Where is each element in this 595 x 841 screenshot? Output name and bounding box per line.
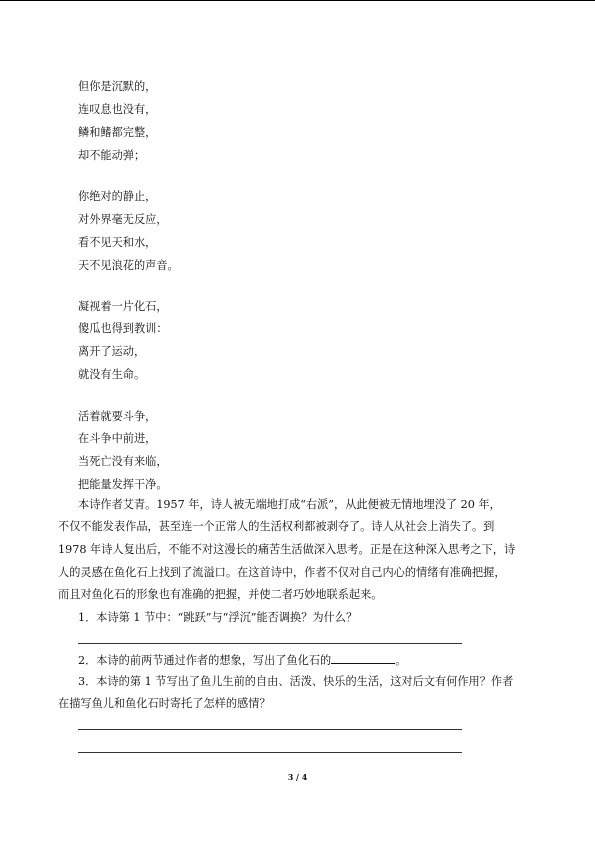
poem-line: 就没有生命。 xyxy=(78,368,146,381)
intro-paragraph-line: 1978 年诗人复出后，不能不对这漫长的痛苦生活做深入思考。正是在这种深入思考之下，诗 xyxy=(58,543,516,556)
poem-line: 当死亡没有来临， xyxy=(78,455,168,468)
question-2-text: 2．本诗的前两节通过作者的想象，写出了鱼化石的 xyxy=(78,654,332,667)
poem-line: 天不见浪花的声音。 xyxy=(78,259,179,272)
poem-line: 但你是沉默的， xyxy=(78,80,157,93)
poem-line: 鳞和鳍都完整， xyxy=(78,126,157,139)
poem-line: 看不见天和水， xyxy=(78,236,157,249)
question-3-line-1: 3．本诗的第 1 节写出了鱼儿生前的自由、活泼、快乐的生活，这对后文有何作用？作者 xyxy=(78,675,514,688)
intro-paragraph-line: 人的灵感在鱼化石上找到了流溢口。在这首诗中，作者不仅对自己内心的情绪有准确把握， xyxy=(58,566,506,579)
page-number: 3 / 4 xyxy=(287,772,308,782)
poem-line: 傻瓜也得到教训： xyxy=(78,322,168,335)
question-1: 1．本诗第 1 节中：“跳跃”与“浮沉”能否调换？为什么？ xyxy=(78,611,358,624)
fill-in-blank-q2[interactable] xyxy=(331,652,395,664)
intro-paragraph-line: 而且对鱼化石的形象也有准确的把握，并使二者巧妙地联系起来。 xyxy=(58,588,383,601)
poem-line: 凝视着一片化石， xyxy=(78,300,168,313)
poem-line: 你绝对的静止， xyxy=(78,190,157,203)
poem-line: 把能量发挥干净。 xyxy=(78,478,168,491)
answer-line-q3-2[interactable] xyxy=(78,752,462,753)
poem-line: 连叹息也没有， xyxy=(78,103,157,116)
question-2-end: 。 xyxy=(395,654,407,667)
question-2 xyxy=(78,652,406,668)
question-3-line-2: 在描写鱼儿和鱼化石时寄托了怎样的感情？ xyxy=(58,697,271,710)
poem-line: 在斗争中前进， xyxy=(78,432,157,445)
answer-line-q3-1[interactable] xyxy=(78,729,462,730)
answer-line-q1[interactable] xyxy=(78,643,462,644)
poem-line: 离开了运动， xyxy=(78,345,146,358)
poem-line: 却不能动弹； xyxy=(78,149,146,162)
poem-line: 对外界毫无反应， xyxy=(78,213,168,226)
intro-paragraph-line: 本诗作者艾青。1957 年，诗人被无端地打成“右派”，从此便被无情地埋没了 20 年， xyxy=(78,498,501,511)
poem-line: 活着就要斗争， xyxy=(78,410,157,423)
intro-paragraph-line: 不仅不能发表作品，甚至连一个正常人的生活权利都被剥夺了。诗人从社会上消失了。到 xyxy=(58,520,495,533)
